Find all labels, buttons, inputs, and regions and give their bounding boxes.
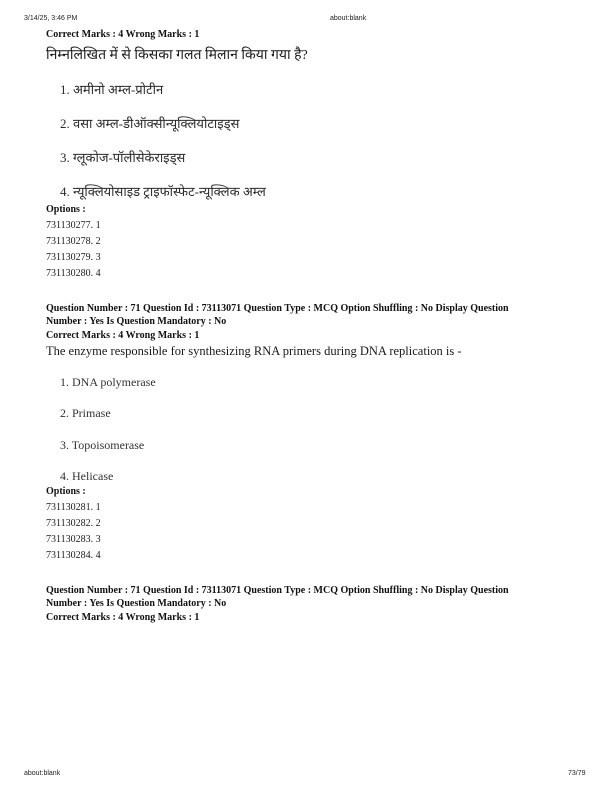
choice-2: 2. Primase: [60, 406, 111, 420]
options-label: Options :: [46, 486, 86, 497]
option-id: 731130281. 1: [46, 502, 101, 513]
choice-1: 1. DNA polymerase: [60, 375, 156, 389]
option-id: 731130278. 2: [46, 236, 101, 247]
print-footer-url: about:blank: [24, 770, 61, 777]
marks-line: Correct Marks : 4 Wrong Marks : 1: [46, 29, 200, 40]
question-text: निम्नलिखित में से किसका गलत मिलान किया गया है?: [46, 48, 308, 63]
choice-2: 2. वसा अम्ल-डीऑक्सीन्यूक्लियोटाइड्स: [60, 116, 240, 131]
choice-4: 4. Helicase: [60, 469, 114, 483]
choice-3: 3. Topoisomerase: [60, 438, 145, 452]
option-id: 731130279. 3: [46, 252, 101, 263]
option-id: 731130280. 4: [46, 268, 101, 279]
marks-line: Correct Marks : 4 Wrong Marks : 1: [46, 612, 200, 623]
question-meta-line2: Number : Yes Is Question Mandatory : No: [46, 316, 227, 327]
marks-line: Correct Marks : 4 Wrong Marks : 1: [46, 330, 200, 341]
print-page-title: about:blank: [330, 15, 367, 22]
option-id: 731130283. 3: [46, 534, 101, 545]
option-id: 731130284. 4: [46, 550, 101, 561]
options-label: Options :: [46, 204, 86, 215]
question-text: The enzyme responsible for synthesizing RNA primers during DNA replication is -: [46, 344, 462, 358]
choice-4: 4. न्यूक्लियोसाइड ट्राइफॉस्फेट-न्यूक्लिक अम्ल: [60, 184, 266, 199]
print-datetime: 3/14/25, 3:46 PM: [24, 15, 78, 22]
option-id: 731130282. 2: [46, 518, 101, 529]
question-meta-line1: Question Number : 71 Question Id : 73113071 Question Type : MCQ Option Shuffling : No Display Question: [46, 303, 509, 314]
question-meta-line1: Question Number : 71 Question Id : 73113071 Question Type : MCQ Option Shuffling : No Display Question: [46, 585, 509, 596]
choice-3: 3. ग्लूकोज-पॉलीसेकेराइड्स: [60, 150, 186, 165]
question-meta-line2: Number : Yes Is Question Mandatory : No: [46, 598, 227, 609]
print-page-number: 73/79: [568, 770, 586, 777]
choice-1: 1. अमीनो अम्ल-प्रोटीन: [60, 82, 164, 97]
option-id: 731130277. 1: [46, 220, 101, 231]
